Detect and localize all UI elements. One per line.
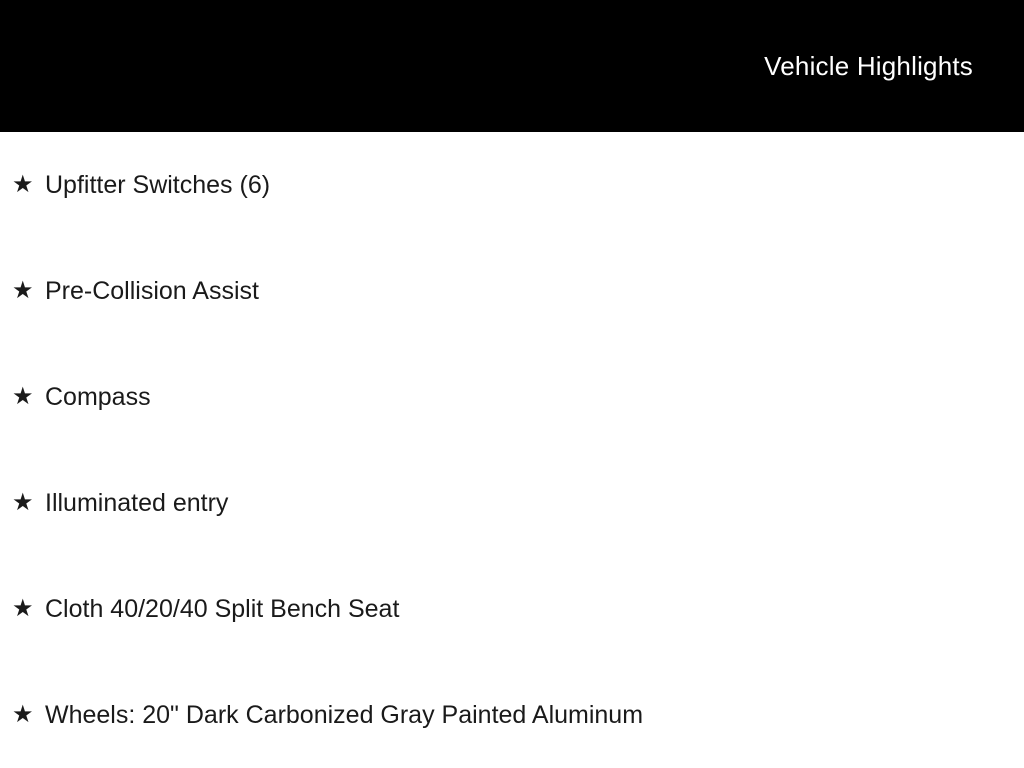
list-item-label: Cloth 40/20/40 Split Bench Seat <box>45 594 400 623</box>
list-item-label: Wheels: 20" Dark Carbonized Gray Painted Aluminum <box>45 700 644 729</box>
list-item <box>0 344 1024 450</box>
list-item <box>0 238 1024 344</box>
list-item-label: Pre-Collision Assist <box>45 276 259 305</box>
list-item <box>0 132 1024 238</box>
star-icon: ★ <box>12 595 34 622</box>
star-icon: ★ <box>12 171 34 198</box>
page-title: Vehicle Highlights <box>764 51 973 81</box>
list-item-label: Compass <box>45 382 151 411</box>
star-icon: ★ <box>12 277 34 304</box>
list-item-label: Upfitter Switches (6) <box>45 170 271 199</box>
highlights-list <box>0 132 1024 768</box>
star-icon: ★ <box>12 383 34 410</box>
list-item <box>0 662 1024 768</box>
star-icon: ★ <box>12 489 34 516</box>
list-item <box>0 556 1024 662</box>
list-item <box>0 450 1024 556</box>
list-item-label: Illuminated entry <box>45 488 229 517</box>
header-bar <box>0 0 1024 132</box>
star-icon: ★ <box>12 701 34 728</box>
